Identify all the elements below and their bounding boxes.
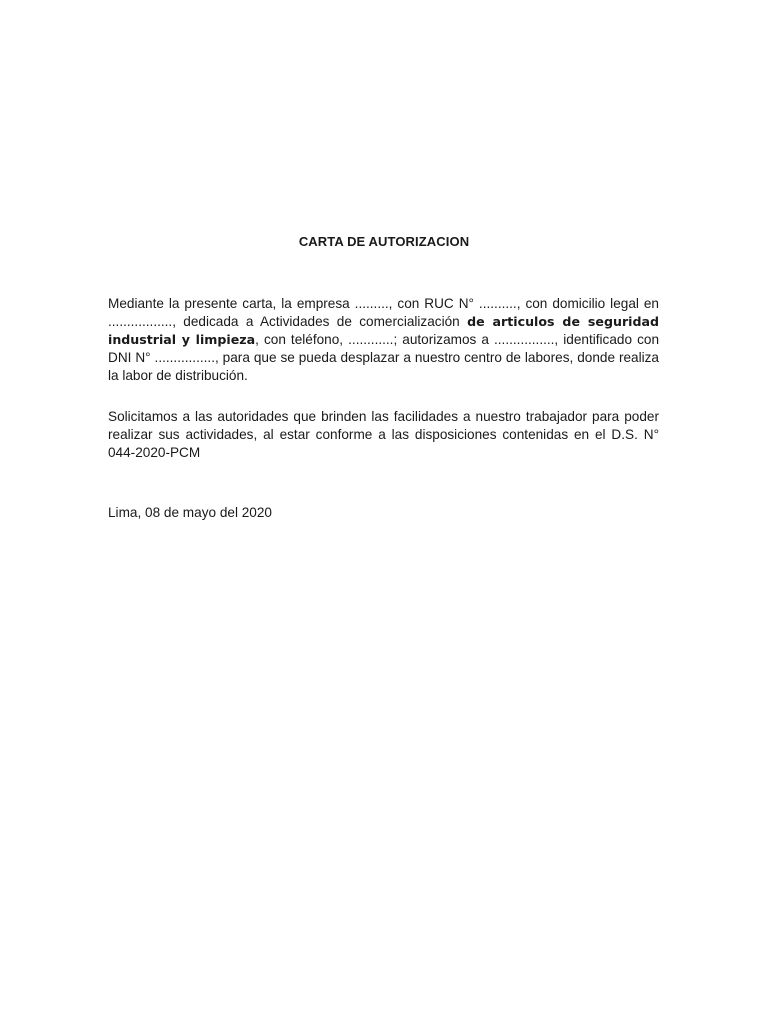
business-activity-emphasis: de articulos de seguridad industrial y limpieza <box>108 314 659 347</box>
authorization-paragraph <box>108 295 659 385</box>
date-line: Lima, 08 de mayo del 2020 <box>108 505 272 520</box>
document-title: CARTA DE AUTORIZACION <box>298 234 470 249</box>
request-paragraph: Solicitamos a las autoridades que brinden las facilidades a nuestro trabajador para poder realizar sus actividades, al estar conforme a las disposiciones contenidas en el D.S. N° 044-2020-PCM <box>108 409 659 460</box>
paragraph-text-start: Mediante la presente carta, la empresa ........., con RUC N° .........., con domicilio legal en ................., dedicada a Actividades de comercialización <box>108 296 659 329</box>
paragraph-text-end: , con teléfono, ............; autorizamos a ................, identificado con DNI N° ................, para que se pueda desplazar a nuestro centro de labores, donde realiza la labor de distribución. <box>108 332 660 383</box>
